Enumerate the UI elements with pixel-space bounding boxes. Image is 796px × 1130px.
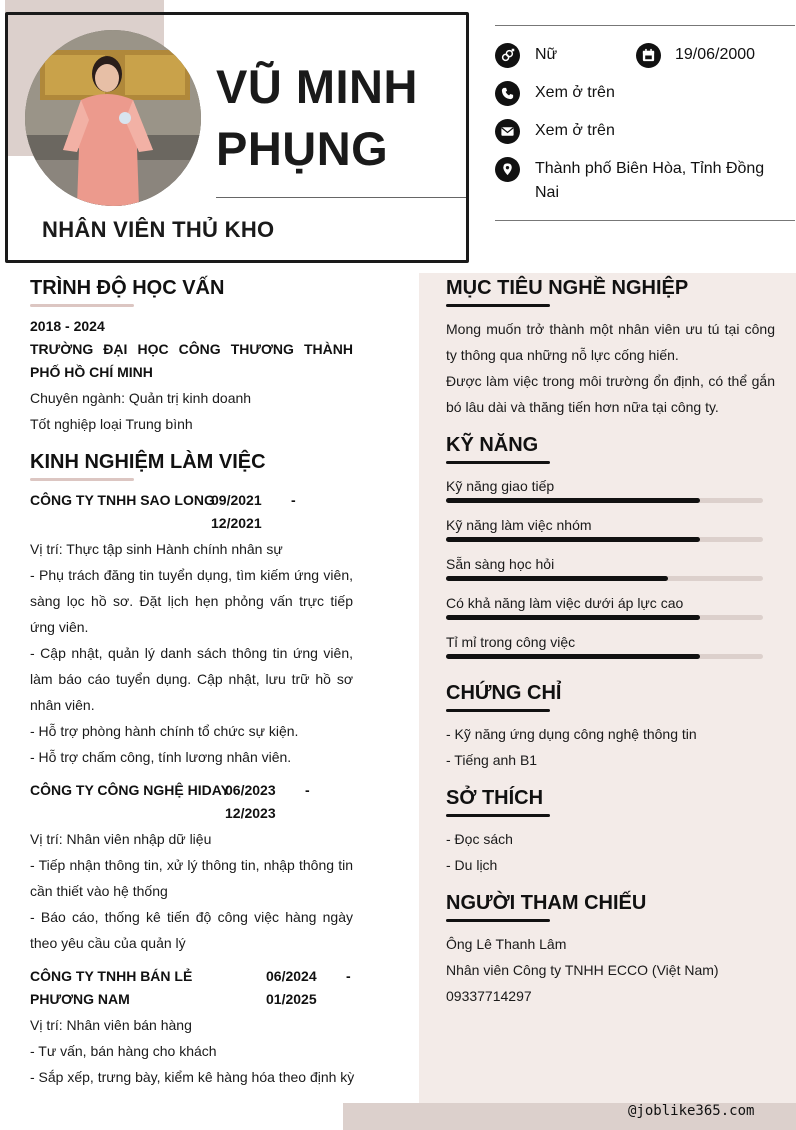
email-value: Xem ở trên (535, 122, 615, 139)
skill-label: Kỹ năng giao tiếp (446, 478, 555, 494)
hobbies-title: SỞ THÍCH (446, 787, 544, 809)
job-title: NHÂN VIÊN THỦ KHO (42, 217, 275, 242)
contact-block (495, 25, 795, 221)
footer-site: @joblike365.com (628, 1103, 755, 1119)
skill-label: Sẵn sàng học hỏi (446, 556, 555, 572)
education-title: TRÌNH ĐỘ HỌC VẤN (30, 277, 225, 299)
job-duty: - Tư vấn, bán hàng cho khách (30, 1043, 217, 1059)
candidate-name: VŨ MINH PHỤNG (216, 60, 418, 175)
calendar-icon (636, 43, 661, 68)
job-end-date: 12/2023 (225, 805, 276, 821)
skill-bar-track (446, 537, 763, 542)
reference-title: NGƯỜI THAM CHIẾU (446, 892, 647, 914)
objective-text: Mong muốn trở thành một nhân viên ưu tú tại công ty thông qua những nỗ lực cống hiến. (446, 321, 775, 363)
gender-icon (495, 43, 520, 68)
skill-bar-fill (446, 615, 700, 620)
job-position: Vị trí: Nhân viên nhập dữ liệu (30, 831, 212, 847)
reference-name: Ông Lê Thanh Lâm (446, 936, 567, 952)
experience-title: KINH NGHIỆM LÀM VIỆC (30, 451, 266, 473)
job-start-date: 09/2021 (211, 492, 262, 508)
objective-underline (446, 304, 550, 307)
job-duty: - Hỗ trợ phòng hành chính tổ chức sự kiện. (30, 723, 299, 739)
objective-text: Được làm việc trong môi trường ổn định, có thể gắn bó lâu dài và thăng tiến hơn nữa tại công ty. (446, 373, 775, 415)
hobby-item: - Du lịch (446, 857, 498, 873)
job-position: Vị trí: Thực tập sinh Hành chính nhân sự (30, 541, 283, 557)
experience-underline (30, 478, 134, 481)
avatar (25, 30, 201, 206)
job-duty: - Cập nhật, quản lý danh sách thông tin ứng viên, làm báo cáo tuyển dụng. Cập nhật, lưu trữ hồ sơ nhân viên. (30, 645, 353, 713)
name-divider (216, 197, 466, 198)
education-major: Chuyên ngành: Quản trị kinh doanh (30, 390, 252, 406)
avatar-photo (25, 30, 201, 206)
job-start-date: 06/2023 (225, 782, 276, 798)
job-duty: - Tiếp nhận thông tin, xử lý thông tin, nhập thông tin cần thiết vào hệ thống (30, 857, 353, 899)
address-value: Thành phố Biên Hòa, Tỉnh Đồng Nai (535, 160, 765, 201)
job-date-dash: - (305, 782, 310, 798)
education-grade: Tốt nghiệp loại Trung bình (30, 416, 193, 432)
skills-title: KỸ NĂNG (446, 434, 539, 456)
job-duty: - Phụ trách đăng tin tuyển dụng, tìm kiếm ứng viên, sàng lọc hồ sơ. Đặt lịch hẹn phỏng vấn trực tiếp ứng viên. (30, 567, 353, 635)
education-underline (30, 304, 134, 307)
skills-underline (446, 461, 550, 464)
skill-bar-track (446, 498, 763, 503)
birthday-value: 19/06/2000 (675, 46, 756, 63)
hobby-item: - Đọc sách (446, 831, 513, 847)
certificate-item: - Kỹ năng ứng dụng công nghệ thông tin (446, 726, 697, 742)
certificates-title: CHỨNG CHỈ (446, 682, 562, 704)
job-duty: - Hỗ trợ chấm công, tính lương nhân viên. (30, 749, 292, 765)
job-company: CÔNG TY CÔNG NGHỆ HIDAY (30, 782, 230, 798)
skill-bar-fill (446, 498, 700, 503)
location-pin-icon (495, 157, 520, 182)
job-end-date: 12/2021 (211, 515, 262, 531)
job-date-dash: - (291, 492, 296, 508)
job-duty: - Báo cáo, thống kê tiến độ công việc hàng ngày theo yêu cầu của quản lý (30, 909, 353, 951)
skill-bar-track (446, 654, 763, 659)
phone-value: Xem ở trên (535, 84, 615, 101)
gender-value: Nữ (535, 46, 558, 63)
education-period: 2018 - 2024 (30, 318, 105, 334)
certificate-item: - Tiếng anh B1 (446, 752, 538, 768)
job-start-date: 06/2024 (266, 968, 317, 984)
skill-bar-fill (446, 654, 700, 659)
hobbies-underline (446, 814, 550, 817)
job-date-dash: - (346, 968, 351, 984)
education-school: TRƯỜNG ĐẠI HỌC CÔNG THƯƠNG THÀNH PHỐ HỒ CHÍ MINH (30, 341, 353, 380)
skill-bar-track (446, 576, 763, 581)
job-end-date: 01/2025 (266, 991, 317, 1007)
certificates-underline (446, 709, 550, 712)
reference-underline (446, 919, 550, 922)
job-company: CÔNG TY TNHH SAO LONG (30, 492, 215, 508)
job-duty: - Sắp xếp, trưng bày, kiểm kê hàng hóa theo định kỳ (30, 1069, 355, 1085)
skill-bar-track (446, 615, 763, 620)
skill-label: Kỹ năng làm việc nhóm (446, 517, 592, 533)
skill-label: Có khả năng làm việc dưới áp lực cao (446, 595, 684, 611)
email-icon (495, 119, 520, 144)
objective-title: MỤC TIÊU NGHỀ NGHIỆP (446, 277, 689, 299)
reference-position: Nhân viên Công ty TNHH ECCO (Việt Nam) (446, 962, 719, 978)
job-company: CÔNG TY TNHH BÁN LẺ PHƯƠNG NAM (30, 968, 193, 1007)
skill-bar-fill (446, 537, 700, 542)
job-position: Vị trí: Nhân viên bán hàng (30, 1017, 192, 1033)
reference-phone: 09337714297 (446, 988, 532, 1004)
skill-bar-fill (446, 576, 668, 581)
phone-icon (495, 81, 520, 106)
skill-label: Tỉ mỉ trong công việc (446, 634, 576, 650)
